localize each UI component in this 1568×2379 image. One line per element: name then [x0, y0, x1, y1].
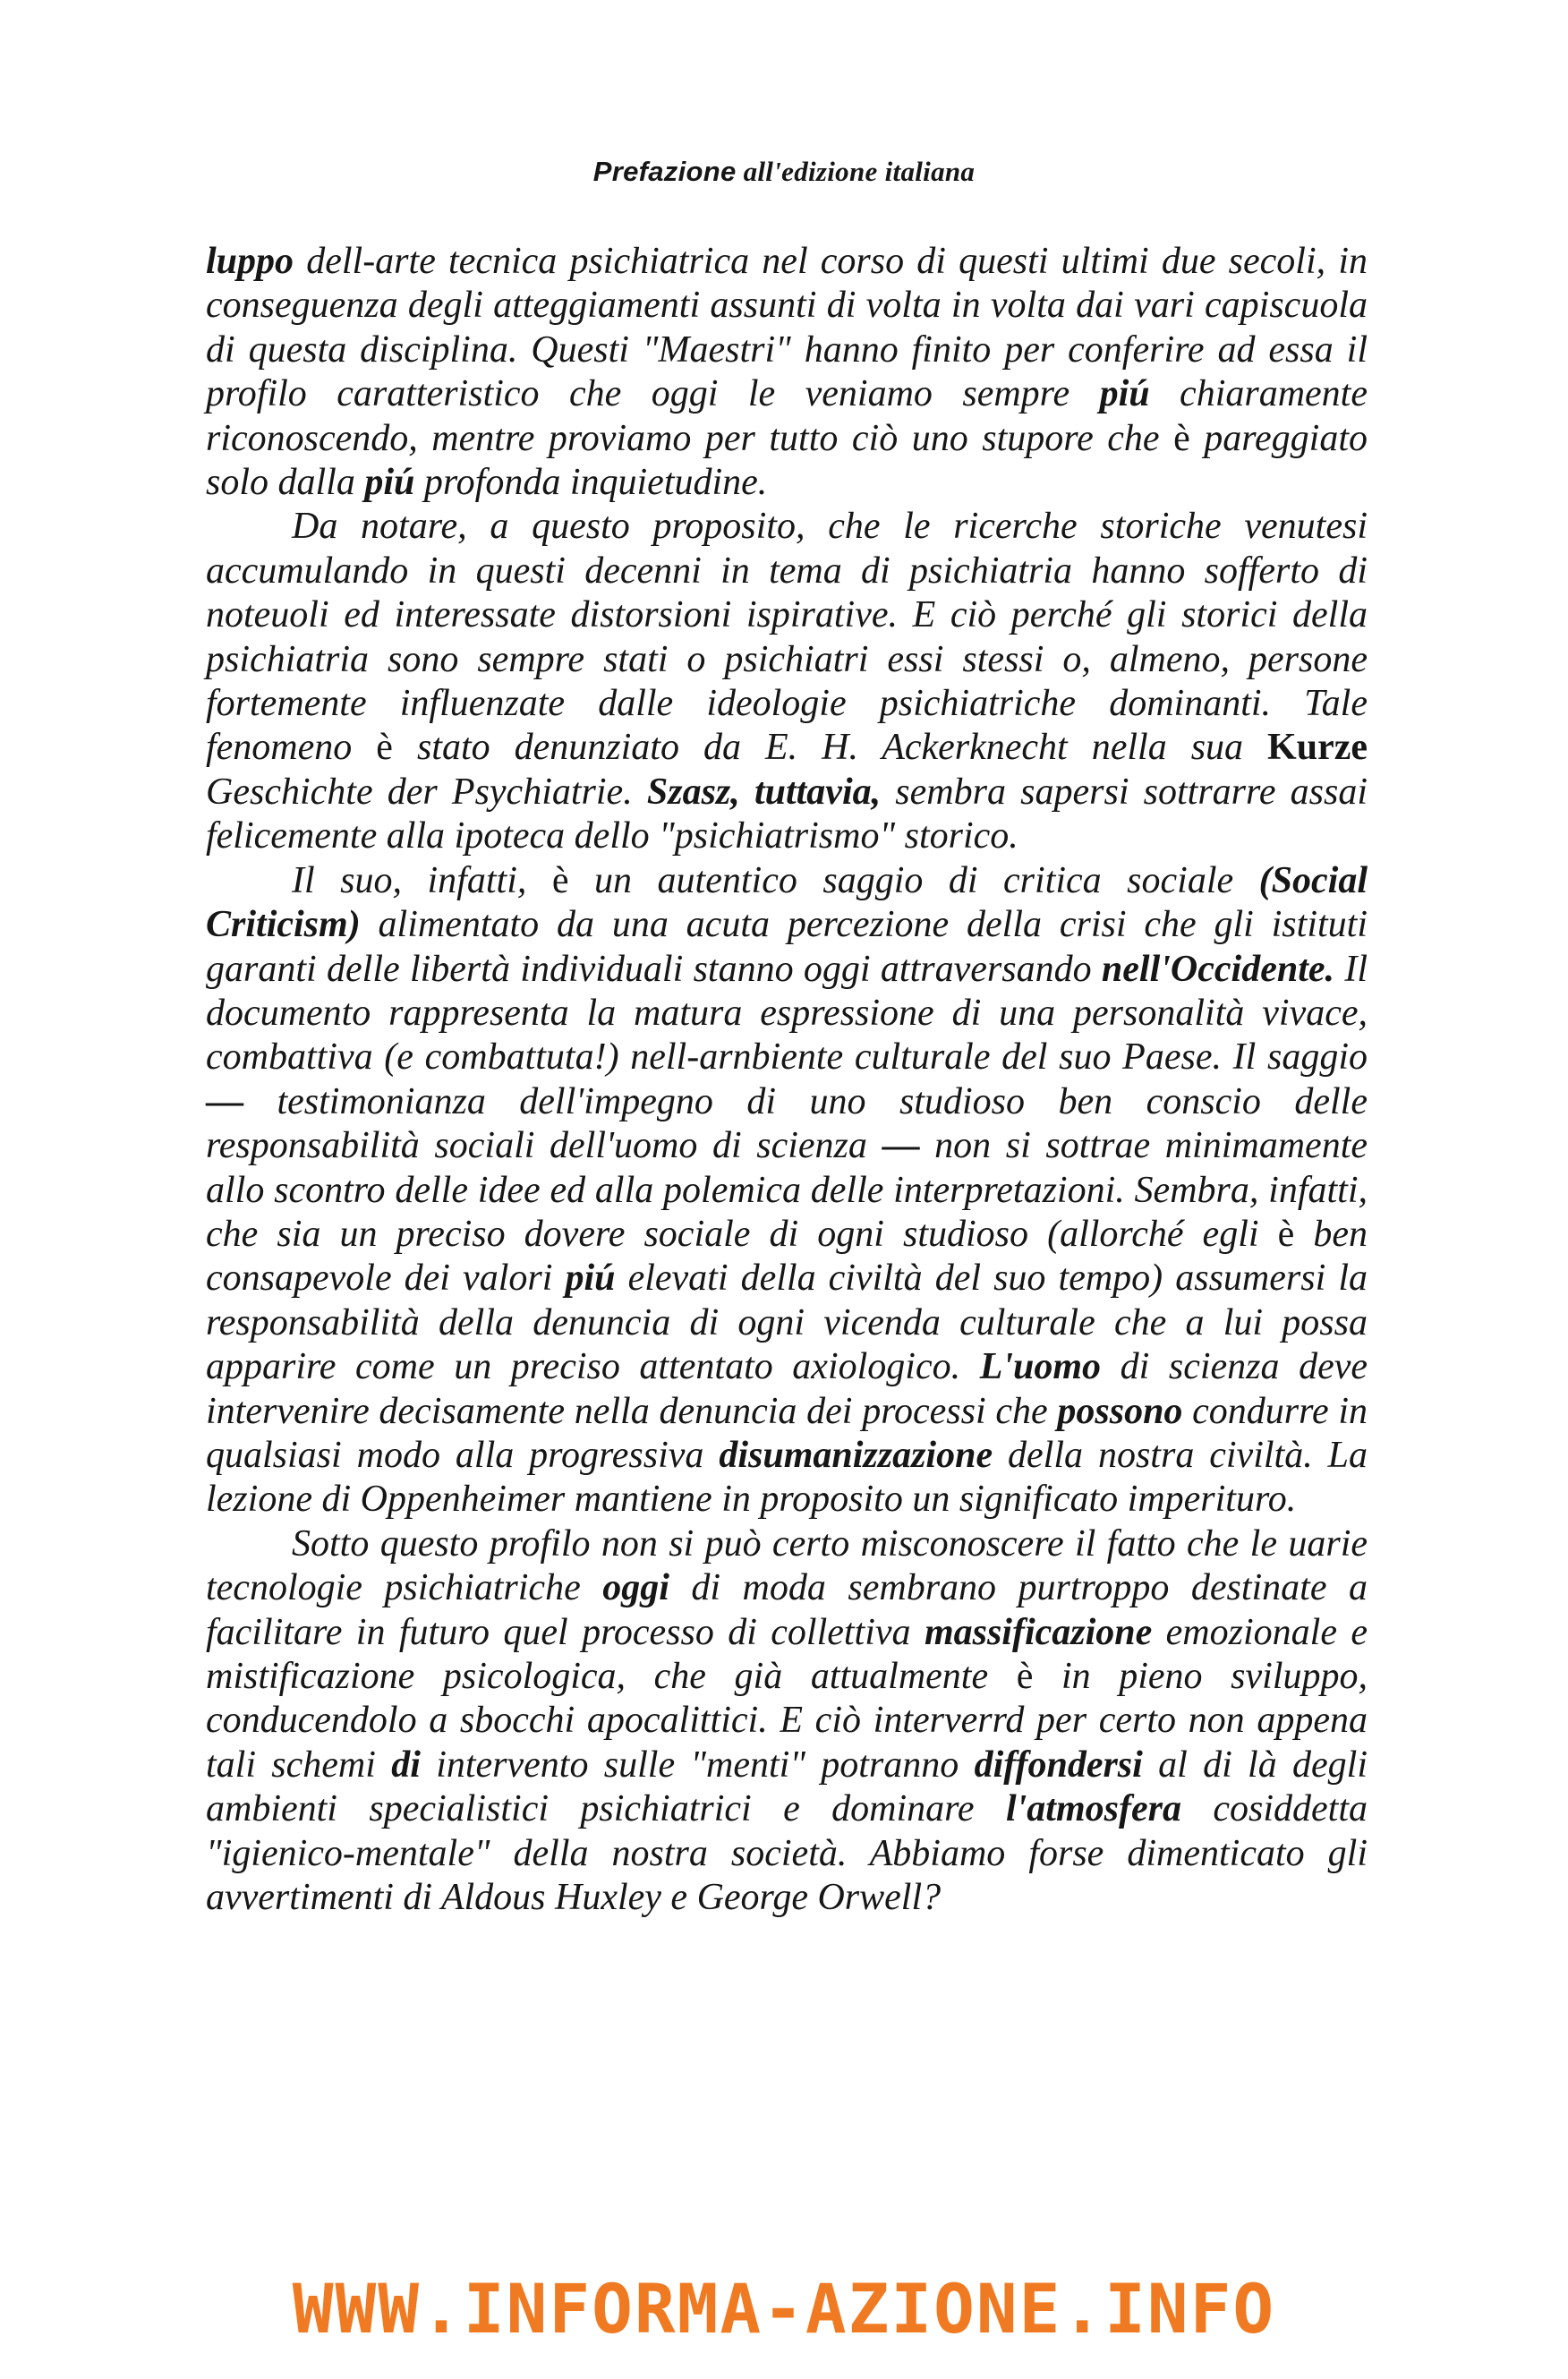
paragraph-4	[206, 1522, 1368, 1921]
text-run: Da notare, a questo proposito, che le ricerche storiche venutesi accumulando in questi decenni in tema di psichiatria hanno sofferto di noteuoli ed interessate distorsioni ispirative. E ciò perché gli storici della psichiatria sono sempre stati o psichiatri essi stessi o, almeno, persone fortemente influenzate dalle ideologie psichiatriche dominanti. Tale fenomeno	[206, 506, 1368, 769]
emphasis-run: Szasz, tuttavia,	[646, 771, 882, 813]
text-run: di scienza deve intervenire decisamente nella denuncia dei processi che	[206, 1346, 1368, 1432]
text-run: Il suo, infatti,	[292, 859, 552, 901]
text-run: chiaramente riconoscendo, mentre proviamo per tutto ciò uno stupore che	[206, 373, 1368, 459]
watermark-url: WWW.INFORMA-AZIONE.INFO	[292, 2269, 1276, 2349]
text-run: cosiddetta "igienico-mentale" della nostra società. Abbiamo forse dimenticato gli avvertimenti di Aldous Huxley e George Orwell?	[206, 1788, 1368, 1919]
emphasis-run: piú	[565, 1258, 616, 1300]
emphasis-run: —	[882, 1125, 920, 1167]
text-run: stato denunziato da E. H. Ackerknecht nella sua	[392, 727, 1268, 769]
emphasis-run: Kurze	[1267, 727, 1368, 769]
emphasis-run: disumanizzazione	[719, 1434, 993, 1476]
text-run: della nostra civiltà. La lezione di Oppenheimer mantiene in proposito un significato imperituro.	[206, 1434, 1368, 1521]
emphasis-run: è	[1016, 1656, 1034, 1697]
text-run: Il documento rappresenta la matura espressione di una personalità vivace, combattiva (e combattuta!) nell-arnbiente culturale del suo Paese. Il saggio	[206, 948, 1368, 1079]
text-run: condurre in qualsiasi modo alla progressiva	[206, 1390, 1368, 1476]
text-run: pareggiato solo dalla	[206, 417, 1368, 504]
emphasis-run: possono	[1057, 1390, 1183, 1432]
text-run: sembra sapersi sottrarre assai felicemente alla ipoteca dello "psichiatrismo" storico.	[206, 771, 1368, 857]
text-run: in pieno sviluppo, conducendolo a sbocchi apocalittici. E ciò interverrd per certo non appena tali schemi	[206, 1656, 1368, 1786]
text-run: un autentico saggio di critica sociale	[568, 859, 1259, 901]
emphasis-run: diffondersi	[974, 1744, 1143, 1786]
paragraph-3	[206, 859, 1368, 1522]
emphasis-run: L'uomo	[979, 1346, 1102, 1388]
text-run: elevati della civiltà del suo tempo) assumersi la responsabilità della denuncia di ogni vicenda culturale che a lui possa apparire come un preciso attentato axiologico.	[206, 1258, 1368, 1388]
text-run: non si sottrae minimamente allo scontro delle idee ed alla polemica delle interpretazioni. Sembra, infatti, che sia un preciso dovere sociale di ogni studioso (allorché egli	[206, 1125, 1368, 1255]
emphasis-run: è	[1277, 1213, 1295, 1255]
emphasis-run: di	[391, 1744, 421, 1786]
text-run: di moda sembrano purtroppo destinate a facilitare in futuro quel processo di collettiva	[206, 1567, 1368, 1653]
running-head-title: all'edizione italiana	[743, 156, 976, 187]
text-run: Geschichte der Psychiatrie.	[206, 771, 647, 813]
text-run: intervento sulle "menti" potranno	[420, 1744, 975, 1786]
text-run: al di là degli ambienti specialistici psichiatrici e dominare	[206, 1744, 1368, 1830]
emphasis-run: nell'Occidente.	[1101, 948, 1335, 990]
text-run: testimonianza dell'impegno di uno studioso ben conscio delle responsabilità sociali dell'uomo di scienza	[206, 1080, 1368, 1167]
running-head-section: Prefazione	[592, 156, 737, 187]
emphasis-run: piú	[364, 462, 415, 504]
body-text	[206, 240, 1368, 1920]
text-run: ben consapevole dei valori	[206, 1213, 1368, 1300]
emphasis-run: è	[1173, 417, 1190, 459]
emphasis-run: (Social Criticism)	[206, 859, 1368, 946]
emphasis-run: piú	[1099, 373, 1150, 415]
emphasis-run: massificazione	[924, 1611, 1153, 1653]
text-run: alimentato da una acuta percezione della crisi che gli istituti garanti delle libertà individuali stanno oggi attraversando	[206, 904, 1368, 990]
emphasis-run: è	[551, 859, 569, 901]
running-head	[0, 156, 1568, 188]
emphasis-run: oggi	[602, 1567, 669, 1609]
text-run: profonda inquietudine.	[414, 462, 768, 504]
emphasis-run: luppo	[206, 241, 294, 282]
text-run: emozionale e mistificazione psicologica, che già attualmente	[206, 1611, 1368, 1697]
text-run: Sotto questo profilo non si può certo misconoscere il fatto che le uarie tecnologie psichiatriche	[206, 1522, 1368, 1609]
paragraph-2	[206, 505, 1368, 858]
emphasis-run: l'atmosfera	[1005, 1788, 1181, 1830]
text-run: dell-arte tecnica psichiatrica nel corso di questi ultimi due secoli, in conseguenza degli atteggiamenti assunti di volta in volta dai vari capiscuola di questa disciplina. Questi "Maestri" hanno finito per conferire ad essa il profilo caratteristico che oggi le veniamo sempre	[206, 241, 1368, 415]
paragraph-1	[206, 240, 1368, 505]
emphasis-run: —	[206, 1080, 243, 1122]
emphasis-run: è	[376, 727, 393, 769]
